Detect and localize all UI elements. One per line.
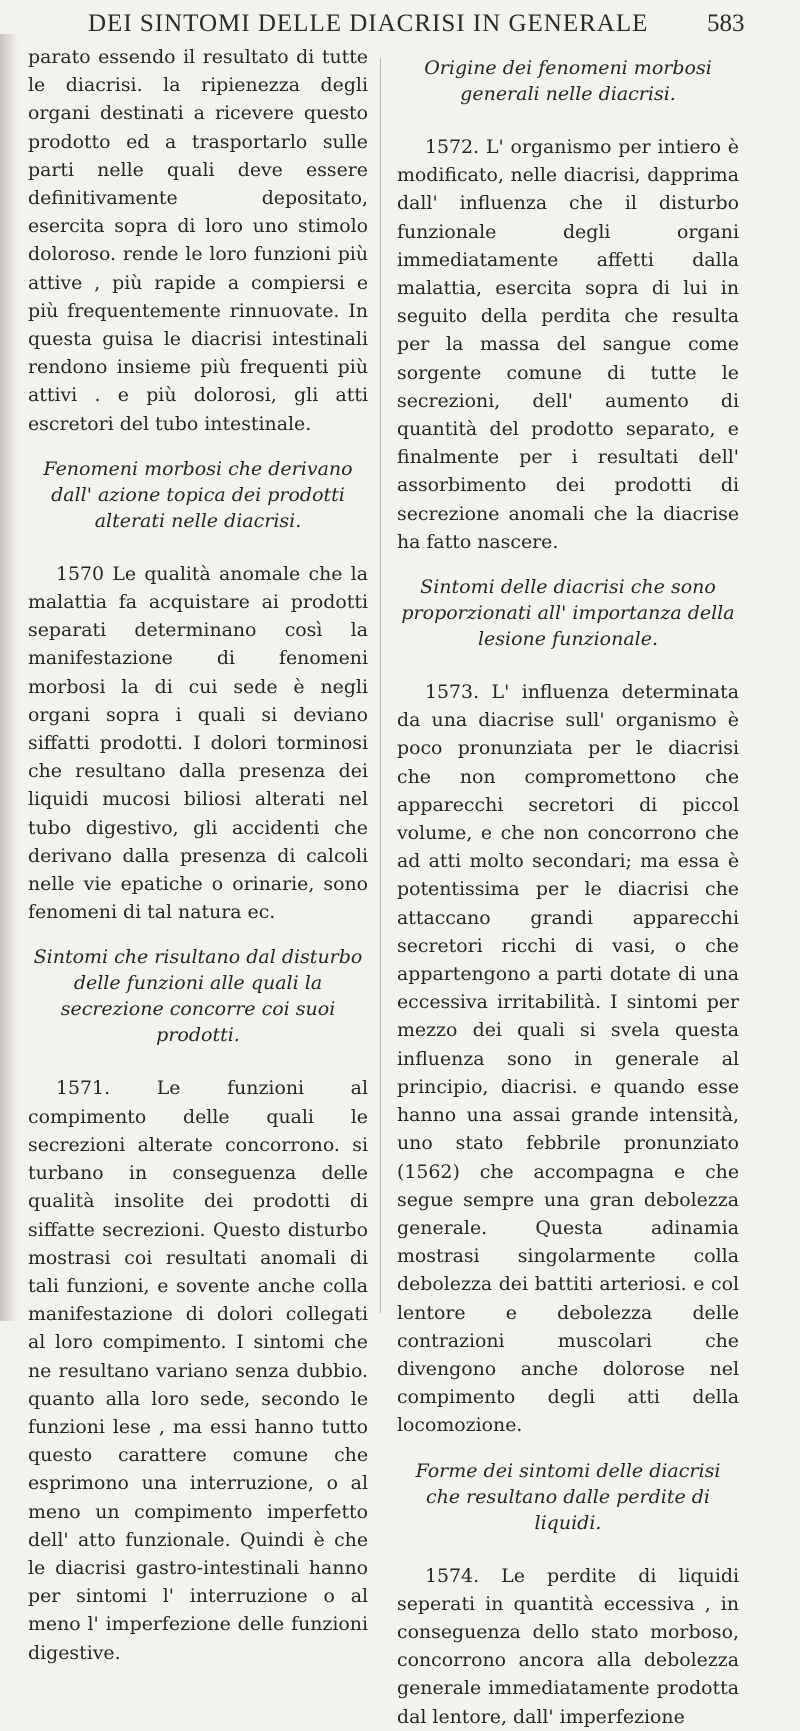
paragraph-1574: 1574. Le perdite di liquidi seperati in quantità eccessiva , in conseguenza dello stato morboso, concorrono ancora alla debolezza generale immediatamente prodotta dal lentore, dall' imperfezione xyxy=(397,1564,739,1728)
paragraph-1573: 1573. L' influenza determinata da una diacrise sull' organismo è poco pronunziata per le diacrisi che non compromettono che apparecchi secretori di piccol volume, e che non concorrono che ad atti molto secondari; ma essa è potentissima per le diacrisi che attaccano grandi apparecchi secretori ricchi di vasi, o che appartengono a parti dotate di una eccessiva irritabilità. I sintomi per mezzo dei quali si svela questa influenza sono in generale al principio, diacrisi. e quando esse hanno una assai grande intensità, uno stato febbrile pronunziato (1562) che accompagna e che segue sempre una gran debolezza generale. Questa adinamia mostrasi singolarmente colla debolezza dei battiti arteriosi. e col lentore e debolezza delle contrazioni muscolari che divengono anche dolorose nel compimento degli atti della locomozione. xyxy=(397,681,739,1437)
section-heading-sintomi-funzioni: Sintomi che risultano dal disturbo delle funzioni alle quali la secrezione concorre coi suoi prodotti. xyxy=(33,946,363,1047)
paragraph-1572: 1572. L' organismo per intiero è modificato, nelle diacrisi, dapprima dall' influenza che il disturbo funzionale degli organi immediatamente affetti dalla malattia, esercita sopra di lui in seguito della perdita che resulta per la massa del sangue come sorgente comune di tutte le secrezioni, dell' aumento di quantità del prodotto separato, e finalmente per i resultati dell' assorbimento dei prodotti di secrezione anomali che la diacrise ha fatto nascere. xyxy=(397,136,739,553)
section-heading-sintomi-proporzionati: Sintomi delle diacrisi che sono proporzionati all' importanza della lesione funzionale. xyxy=(401,576,735,651)
left-column xyxy=(28,43,368,1667)
continued-paragraph: parato essendo il resultato di tutte le diacrisi. la ripienezza degli organi destinati a ricevere questo prodotto ed a trasportarlo sulle parti nelle quali deve essere definitivamente depositato, esercita sopra di loro uno stimolo doloroso. rende le loro funzioni più attive , più rapide a compiersi e più frequentemente rinnuovate. In questa guisa le diacrisi intestinali rendono insieme più frequenti più attivi . e più dolorosi, gli atti escretori del tubo intestinale. xyxy=(28,46,368,435)
paragraph-1571: 1571. Le funzioni al compimento delle quali le secrezioni alterate concorrono. si turbano in conseguenza delle qualità insolite dei prodotti di siffatte secrezioni. Questo disturbo mostrasi coi resultati anomali di tali funzioni, e sovente anche colla manifestazione di dolori collegati al loro compimento. I sintomi che ne resultano variano senza dubbio. quanto alla loro sede, secondo le funzioni lese , ma essi hanno tutto questo carattere comune che esprimono una interruzione, o al meno un compimento imperfetto dell' atto funzionale. Quindi è che le diacrisi gastro-intestinali hanno per sintomi l' interruzione o al meno l' imperfezione delle funzioni digestive. xyxy=(28,1077,368,1664)
running-title: DEI SINTOMI DELLE DIACRISI IN GENERALE xyxy=(88,10,649,37)
paragraph-1570: 1570 Le qualità anomale che la malattia fa acquistare ai prodotti separati determinano così la manifestazione di fenomeni morbosi la di cui sede è negli organi sopra i quali si deviano siffatti prodotti. I dolori torminosi che resultano dalla presenza dei liquidi mucosi biliosi alterati nel tubo digestivo, gli accidenti che derivano dalla presenza di calcoli nelle vie epatiche o orinarie, sono fenomeni di tal natura ec. xyxy=(28,562,368,924)
page-number: 583 xyxy=(707,10,745,37)
section-heading-fenomeni-morbosi: Fenomeni morbosi che derivano dall' azione topica dei prodotti alterati nelle diacrisi. xyxy=(43,457,353,532)
running-head xyxy=(0,10,800,46)
binding-shadow xyxy=(0,34,18,1321)
right-column xyxy=(397,43,739,1731)
column-divider xyxy=(380,58,381,1313)
section-heading-forme-sintomi: Forme dei sintomi delle diacrisi che resultano dalle perdite di liquidi. xyxy=(415,1459,721,1534)
section-heading-origine: Origine dei fenomeni morbosi generali nelle diacrisi. xyxy=(424,57,712,105)
